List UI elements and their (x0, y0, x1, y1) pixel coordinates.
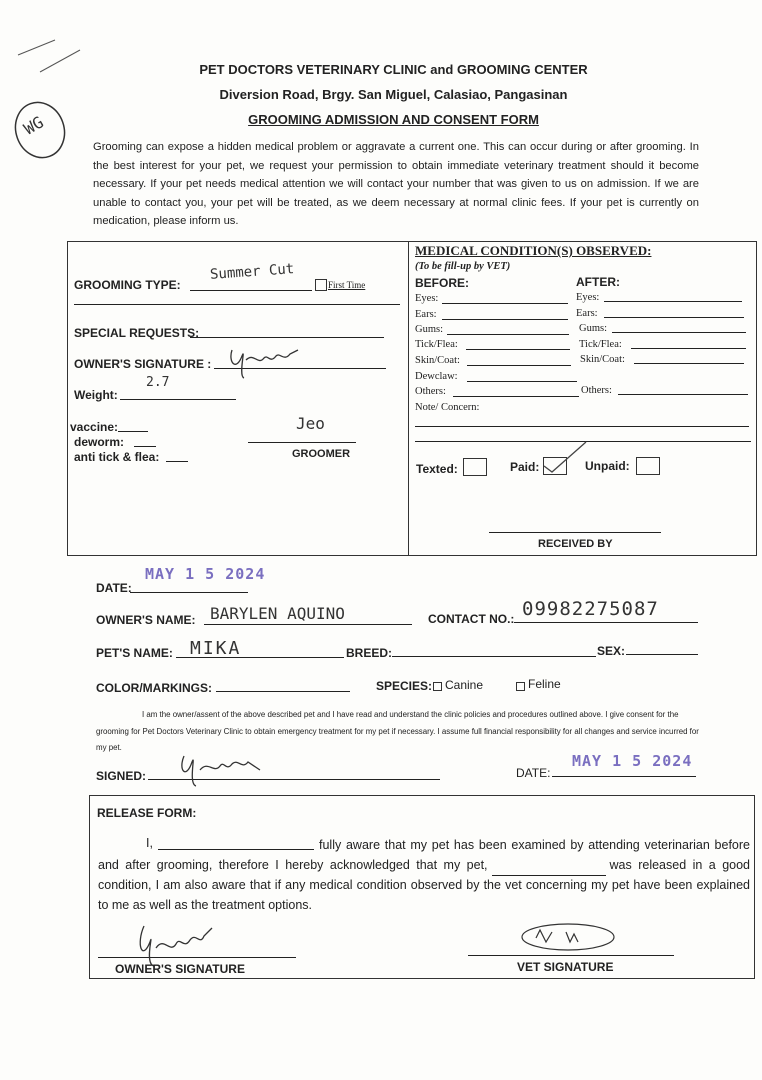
before-others-label: Others: (415, 386, 446, 397)
pet-name-blank (492, 856, 606, 877)
owner-signature-scribble (224, 342, 304, 382)
feline-label: Feline (528, 677, 561, 691)
vet-signature-label: VET SIGNATURE (517, 960, 614, 974)
feline-checkbox[interactable] (516, 682, 525, 691)
deworm-label: deworm: (74, 435, 125, 449)
weight-value: 2.7 (146, 375, 170, 390)
special-requests-label: SPECIAL REQUESTS: (74, 326, 200, 340)
unpaid-label: Unpaid: (585, 459, 630, 473)
owner-release-signature-scribble (128, 918, 218, 968)
before-gums-label: Gums: (415, 324, 444, 335)
date-label: DATE: (96, 581, 132, 595)
texted-label: Texted: (416, 462, 458, 476)
pet-name-value: MIKA (190, 638, 242, 659)
consent-paragraph: I am the owner/assent of the above described pet and I have read and understand the clinic policies and procedures outlined above. I give consent for the grooming for Pet Doctors Veterinary Clinic to obtain emergency treatment for my pet if necessary. I assume full financial responsibility for all changes and service incurred for my pet. (96, 710, 699, 752)
table-divider (408, 241, 409, 556)
owner-name-label: OWNER'S NAME: (96, 613, 196, 627)
after-ears-label: Ears: (576, 308, 598, 319)
groomer-label: GROOMER (292, 448, 351, 460)
release-text-end: was released in a good condition, I am also aware that if any medical condition observed by the vet concerning my pet have been explained to me as well as the treatment options. (98, 857, 751, 912)
after-others-label: Others: (581, 385, 612, 396)
breed-label: BREED: (346, 646, 393, 660)
before-dewclaw-label: Dewclaw: (415, 371, 458, 382)
vet-signature-scribble (516, 920, 616, 954)
species-label: SPECIES: (376, 679, 433, 693)
consent-date-label: DATE: (516, 766, 551, 780)
before-eyes-label: Eyes: (415, 293, 439, 304)
after-skincoat-label: Skin/Coat: (580, 354, 625, 365)
clinic-address: Diversion Road, Brgy. San Miguel, Calasiao, Pangasinan (219, 87, 568, 102)
contact-value: 09982275087 (522, 598, 659, 620)
after-eyes-label: Eyes: (576, 292, 600, 303)
after-label: AFTER: (576, 275, 620, 289)
sex-label: SEX: (597, 644, 626, 658)
signed-label: SIGNED: (96, 769, 147, 783)
intro-paragraph: Grooming can expose a hidden medical problem or aggravate a current one. This can occur during or after grooming. In the best interest for your pet, we request your permission to obtain immediate veterinary treatment should it become necessary. If your pet needs medical attention we will contact your number that was given to us on admission. If we are unable to contact you, your pet will be treated, as we deem necessary at normal clinic fees. If your pet is currently on medication, please inform us. (93, 141, 699, 227)
release-form-title: RELEASE FORM: (97, 806, 197, 820)
owner-name-value: BARYLEN AQUINO (210, 604, 345, 623)
consent-date-stamp: MAY 1 5 2024 (572, 752, 693, 770)
release-text-middle: fully aware that my pet has been examined by attending veterinarian before and after grooming, therefore I hereby acknowledged that my pet, (98, 838, 750, 872)
grooming-type-label: GROOMING TYPE: (74, 278, 181, 292)
owner-signature-release-label: OWNER'S SIGNATURE (115, 962, 245, 976)
clinic-name: PET DOCTORS VETERINARY CLINIC and GROOMING CENTER (199, 62, 588, 77)
date-stamp: MAY 1 5 2024 (145, 565, 266, 583)
pet-name-label: PET'S NAME: (96, 646, 173, 660)
before-skincoat-label: Skin/Coat: (415, 355, 460, 366)
after-tickflea-label: Tick/Flea: (579, 339, 622, 350)
contact-label: CONTACT NO.: (428, 612, 515, 626)
canine-label: Canine (445, 678, 484, 692)
medical-condition-subtitle: (To be fill-up by VET) (415, 261, 511, 272)
before-label: BEFORE: (415, 276, 469, 290)
first-time-checkbox[interactable] (315, 279, 327, 291)
before-tickflea-label: Tick/Flea: (415, 339, 458, 350)
release-text-start: I, (146, 836, 153, 850)
signed-signature-scribble (176, 748, 266, 788)
unpaid-checkbox[interactable] (636, 457, 660, 475)
release-paragraph (98, 836, 750, 915)
paid-label: Paid: (510, 460, 540, 474)
before-ears-label: Ears: (415, 309, 437, 320)
form-title: GROOMING ADMISSION AND CONSENT FORM (248, 112, 539, 127)
owner-signature-label: OWNER'S SIGNATURE : (74, 357, 212, 371)
medical-condition-title: MEDICAL CONDITION(S) OBSERVED: (415, 243, 652, 258)
received-by-label: RECEIVED BY (538, 538, 613, 550)
margin-initials: WG (20, 112, 47, 139)
note-concern-label: Note/ Concern: (415, 402, 480, 413)
after-gums-label: Gums: (579, 323, 608, 334)
vaccine-label: vaccine: (70, 420, 119, 434)
first-time-label: First Time (328, 280, 366, 290)
weight-label: Weight: (74, 388, 118, 402)
grooming-type-value: Summer Cut (209, 261, 295, 283)
texted-checkbox[interactable] (463, 458, 487, 476)
antitick-label: anti tick & flea: (74, 450, 160, 464)
paid-checkmark-icon (540, 440, 590, 476)
color-markings-label: COLOR/MARKINGS: (96, 681, 212, 695)
groomer-signature: Jeo (296, 414, 325, 433)
canine-checkbox[interactable] (433, 682, 442, 691)
